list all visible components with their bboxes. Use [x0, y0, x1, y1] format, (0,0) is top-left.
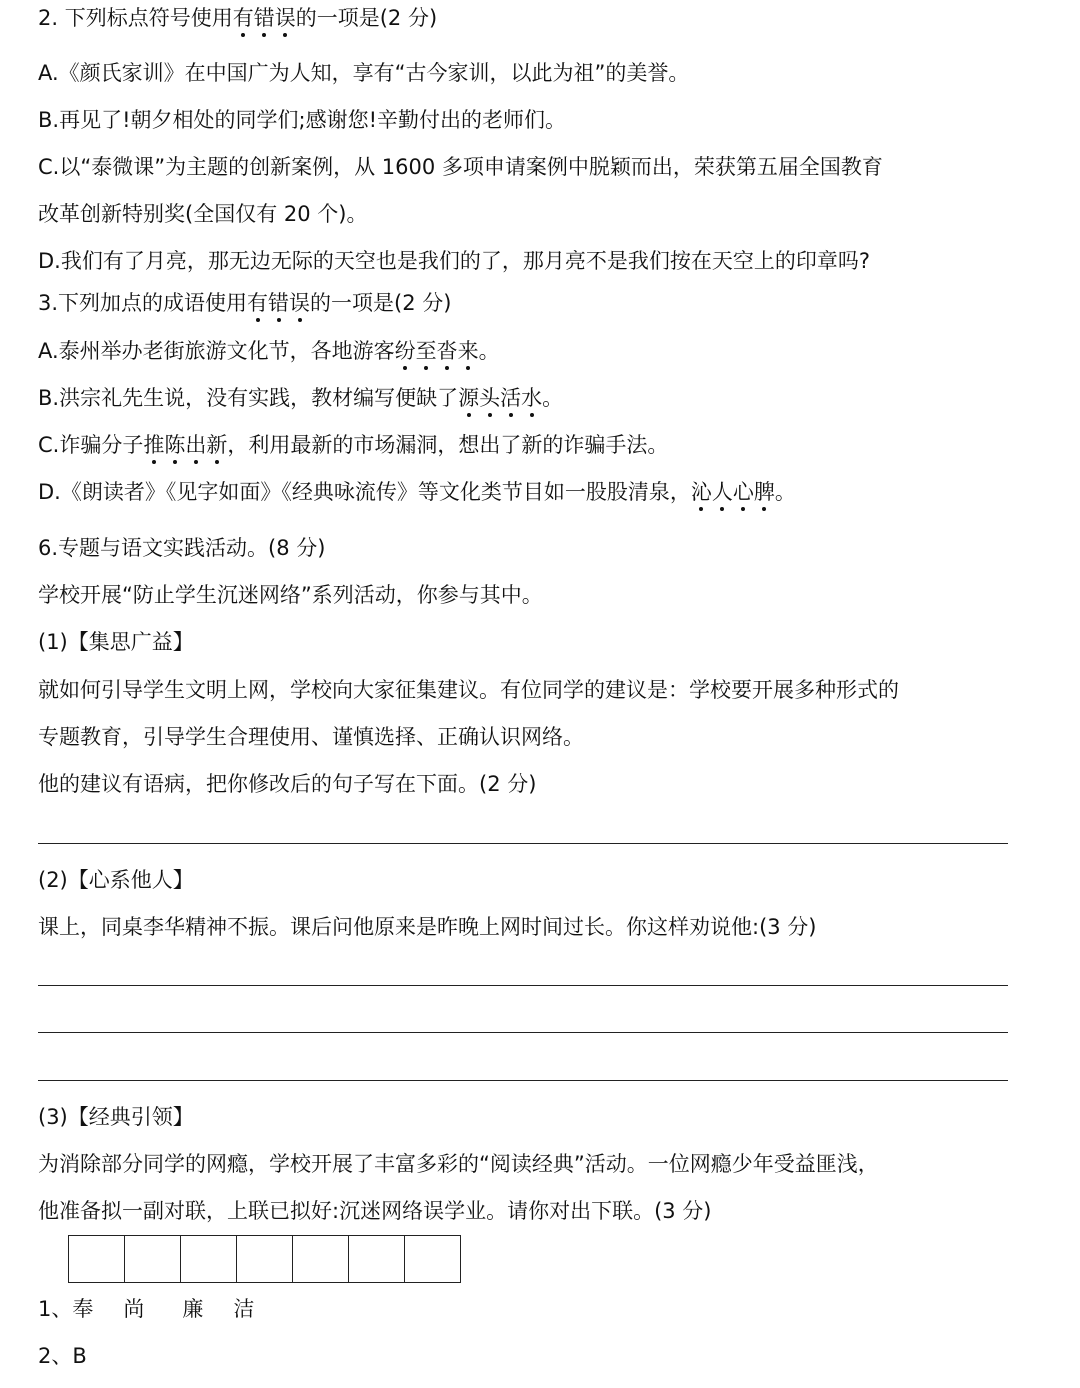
q6-stem: 6.专题与语文实践活动。(8 分)	[38, 536, 326, 560]
q3-stem-emphasis: 有错误	[247, 291, 311, 315]
q6-part1-title: (1)【集思广益】	[38, 630, 194, 654]
q6-part2-text: 课上，同桌李华精神不振。课后问他原来是昨晚上网时间过长。你这样劝说他:(3 分)	[38, 915, 817, 939]
answer-line[interactable]	[38, 985, 1008, 986]
couplet-answer-cell[interactable]	[405, 1236, 460, 1282]
q6-part3-title: (3)【经典引领】	[38, 1105, 194, 1129]
q2-option-c-line1: C.以“泰微课”为主题的创新案例，从 1600 多项申请案例中脱颖而出，荣获第五届全国教育	[38, 155, 883, 179]
q3-option-d-idiom: 沁人心脾	[690, 480, 775, 504]
q2-stem	[38, 3, 437, 33]
q6-part1-text-line2: 专题教育，引导学生合理使用、谨慎选择、正确认识网络。	[38, 725, 584, 749]
q3-stem	[38, 288, 451, 318]
q2-option-d: D.我们有了月亮，那无边无际的天空也是我们的了，那月亮不是我们按在天空上的印章吗?	[38, 249, 870, 273]
q2-option-b: B.再见了!朝夕相处的同学们;感谢您!辛勤付出的老师们。	[38, 108, 566, 132]
q3-option-c-idiom: 推陈出新	[143, 433, 228, 457]
q6-part2-title: (2)【心系他人】	[38, 868, 194, 892]
q3-option-b: B.洪宗礼先生说，没有实践，教材编写便缺了源头活水。	[38, 386, 564, 410]
couplet-answer-cell[interactable]	[237, 1236, 293, 1282]
q3-stem-post: 的一项是(2 分)	[310, 291, 452, 315]
answer-line[interactable]	[38, 843, 1008, 844]
q3-option-c: C.诈骗分子推陈出新，利用最新的市场漏洞，想出了新的诈骗手法。	[38, 433, 669, 457]
q6-part1-text-line3: 他的建议有语病，把你修改后的句子写在下面。(2 分)	[38, 772, 537, 796]
q3-option-a-idiom: 纷至沓来	[394, 339, 479, 363]
couplet-answer-cell[interactable]	[125, 1236, 181, 1282]
answer-line[interactable]	[38, 1080, 1008, 1081]
q3-stem-pre: 3.下列加点的成语使用	[38, 291, 248, 315]
q2-option-a: A.《颜氏家训》在中国广为人知，享有“古今家训，以此为祖”的美誉。	[38, 61, 690, 85]
couplet-answer-cell[interactable]	[69, 1236, 125, 1282]
couplet-answer-cell[interactable]	[349, 1236, 405, 1282]
answer-2: 2、B	[38, 1344, 87, 1368]
q2-option-c-line2: 改革创新特别奖(全国仅有 20 个)。	[38, 202, 368, 226]
couplet-answer-grid	[68, 1235, 461, 1283]
q6-part1-text-line1: 就如何引导学生文明上网，学校向大家征集建议。有位同学的建议是：学校要开展多种形式的	[38, 678, 899, 702]
q2-stem-post: 的一项是(2 分)	[295, 6, 438, 30]
q6-part3-text-line1: 为消除部分同学的网瘾，学校开展了丰富多彩的“阅读经典”活动。一位网瘾少年受益匪浅，	[38, 1152, 879, 1176]
q2-stem-pre: 2. 下列标点符号使用	[38, 6, 233, 30]
q6-part3-text-line2: 他准备拟一副对联，上联已拟好:沉迷网络误学业。请你对出下联。(3 分)	[38, 1199, 712, 1223]
answer-line[interactable]	[38, 1032, 1008, 1033]
answer-1: 1、奉 尚 廉 洁	[38, 1297, 255, 1321]
q6-intro: 学校开展“防止学生沉迷网络”系列活动，你参与其中。	[38, 583, 543, 607]
q3-option-b-idiom: 源头活水	[458, 386, 543, 410]
couplet-answer-cell[interactable]	[293, 1236, 349, 1282]
q2-stem-emphasis: 有错误	[232, 6, 296, 30]
couplet-answer-cell[interactable]	[181, 1236, 237, 1282]
q3-option-a: A.泰州举办老街旅游文化节，各地游客纷至沓来。	[38, 339, 500, 363]
q3-option-d: D.《朗读者》《见字如面》《经典咏流传》等文化类节目如一股股清泉，沁人心脾。	[38, 480, 796, 504]
